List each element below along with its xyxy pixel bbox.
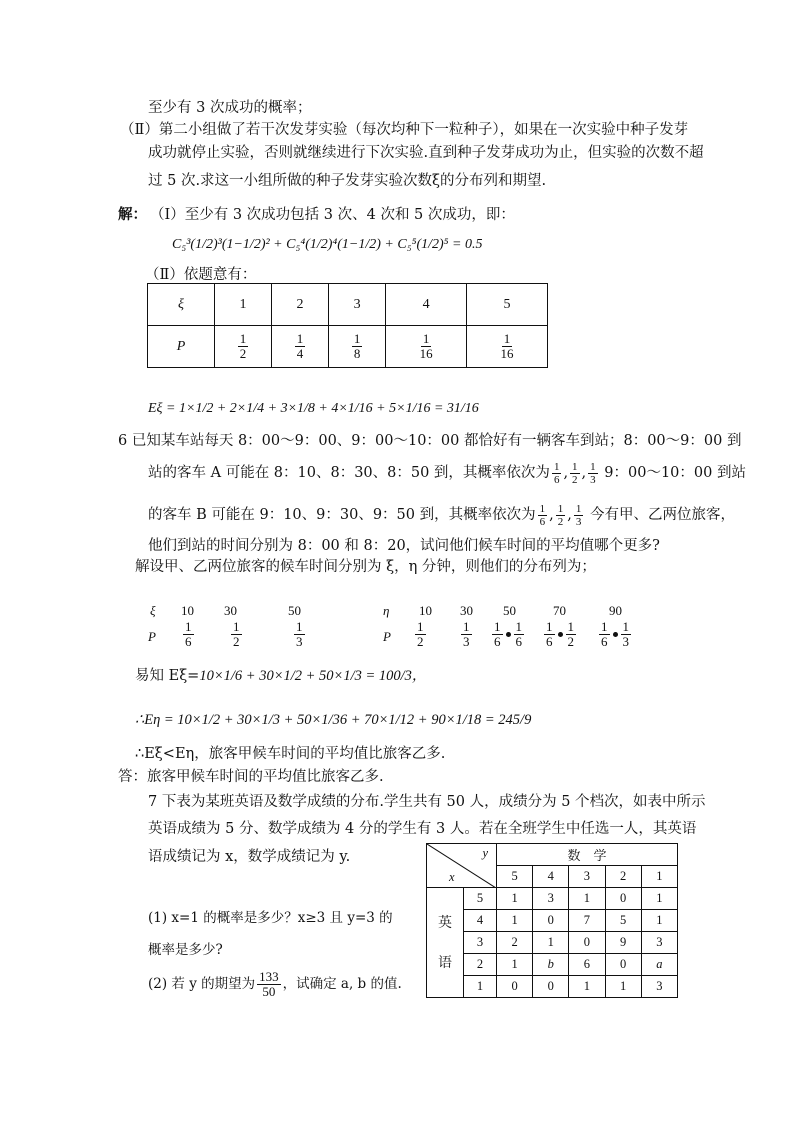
text-line: 过 5 次.求这一小组所做的种子发芽实验次数ξ的分布列和期望. — [148, 173, 547, 189]
table-cell: 0 — [605, 888, 641, 910]
table-cell: $\frac{1}{4}$ — [272, 326, 329, 368]
jia-prob: $\frac{1}{2}$ — [233, 619, 240, 649]
yi-prob: $\frac{1}{2}$ — [417, 619, 424, 649]
table-cell: 9 — [605, 932, 641, 954]
corner-y: y — [482, 846, 488, 860]
question-2: (2) 若 y 的期望为 $\frac{133}{50}$ ，试确定 a, b 的值. — [148, 969, 402, 999]
table-cell: 1 — [497, 888, 533, 910]
table-cell: 2 — [497, 932, 533, 954]
text-line: 的客车 B 可能在 9：10、9：30、9：50 到，其概率依次为 $\frac{1}{6}$ , $\frac{1}{2}$ , $\frac{1}{3}$ 今有甲、乙两位旅客， — [148, 502, 735, 528]
table-cell: 0 — [533, 976, 569, 998]
table-cell: 0 — [569, 932, 605, 954]
yi-value: 70 — [553, 603, 566, 618]
formula-expectation: Eξ = 1×1/2 + 2×1/4 + 3×1/8 + 4×1/16 + 5×1/16 = 31/16 — [148, 401, 479, 416]
table-row — [427, 932, 678, 954]
question-1-cont: 概率是多少? — [148, 942, 223, 958]
table-cell: $\frac{1}{2}$ — [215, 326, 272, 368]
yi-prob: $\frac{1}{6}$ $\frac{1}{2}$ — [546, 619, 574, 649]
distribution-table — [147, 283, 548, 368]
table-cell: $\frac{1}{16}$ — [386, 326, 467, 368]
table-cell: 1 — [569, 888, 605, 910]
text-line: 语成绩记为 x，数学成绩记为 y. — [148, 849, 351, 865]
table-cell: 1 — [569, 976, 605, 998]
table-cell: 5 — [605, 910, 641, 932]
formula-binomial: C₅³(1/2)³(1−1/2)² + C₅⁴(1/2)⁴(1−1/2) + C₅⁵(1/2)⁵ = 0.5 — [172, 237, 483, 252]
table-cell: $\frac{1}{8}$ — [329, 326, 386, 368]
row-header: 3 — [464, 932, 497, 954]
text-line: 7 下表为某班英语及数学成绩的分布.学生共有 50 人，成绩分为 5 个档次，如表中所示 — [148, 794, 706, 810]
yi-value: 30 — [460, 603, 473, 618]
jia-value: 30 — [224, 603, 237, 618]
table-row — [427, 888, 678, 910]
table-cell: 0 — [533, 910, 569, 932]
col-header: 2 — [605, 866, 641, 888]
answer-line: 答：旅客甲候车时间的平均值比旅客乙多. — [118, 769, 384, 785]
table-cell: 0 — [497, 976, 533, 998]
yi-prob: $\frac{1}{6}$ $\frac{1}{6}$ — [494, 619, 522, 649]
table-cell: 4 — [386, 284, 467, 326]
text-line: 成功就停止实验，否则就继续进行下次实验.直到种子发芽成功为止，但实验的次数不超 — [148, 145, 704, 161]
formula-e-xi: 易知 Eξ=10×1/6 + 30×1/2 + 50×1/3 = 100/3， — [135, 668, 427, 684]
jia-var: ξ — [150, 603, 156, 618]
yi-var: η — [383, 603, 390, 618]
table-cell: b — [533, 954, 569, 976]
table-row — [427, 954, 678, 976]
jia-value: 10 — [181, 603, 194, 618]
table-cell: 1 — [641, 910, 677, 932]
corner-x: x — [449, 870, 455, 884]
yi-p: P — [383, 629, 391, 644]
table-cell: a — [641, 954, 677, 976]
row-label: ξ — [148, 284, 215, 326]
table-cell: 1 — [497, 910, 533, 932]
table-cell: 3 — [641, 932, 677, 954]
col-header: 4 — [533, 866, 569, 888]
table-cell: 1 — [497, 954, 533, 976]
table-cell: 1 — [533, 932, 569, 954]
header-math: 数 学 — [497, 844, 678, 866]
side-label: 英 语 — [427, 888, 464, 998]
text-line: 英语成绩为 5 分、数学成绩为 4 分的学生有 3 人。若在全班学生中任选一人，其英语 — [148, 821, 697, 837]
table-cell: $\frac{1}{16}$ — [467, 326, 548, 368]
jia-prob: $\frac{1}{6}$ — [185, 619, 192, 649]
text-line: （Ⅰ）至少有 3 次成功包括 3 次、4 次和 5 次成功，即： — [150, 207, 515, 223]
table-row — [427, 976, 678, 998]
table-cell: 3 — [329, 284, 386, 326]
corner-cell — [427, 844, 497, 888]
jia-p: P — [148, 629, 156, 644]
row-header: 1 — [464, 976, 497, 998]
formula-e-eta: ∴Eη = 10×1/2 + 30×1/3 + 50×1/36 + 70×1/12 + 90×1/18 = 245/9 — [135, 712, 532, 728]
text-line: 至少有 3 次成功的概率； — [148, 100, 312, 116]
text-line: ∴Eξ<Eη，旅客甲候车时间的平均值比旅客乙多. — [135, 746, 446, 762]
table-cell: 1 — [605, 976, 641, 998]
table-cell: 0 — [605, 954, 641, 976]
table-cell: 7 — [569, 910, 605, 932]
table-cell: 1 — [641, 888, 677, 910]
text-line: 解设甲、乙两位旅客的候车时间分别为 ξ，η 分钟，则他们的分布列为； — [135, 559, 596, 575]
table-cell: 5 — [467, 284, 548, 326]
text-line: 6 已知某车站每天 8：00～9：00、9：00～10：00 都恰好有一辆客车到站；8：00～9：00 到 — [118, 433, 742, 449]
question-1: (1) x=1 的概率是多少？x≥3 且 y=3 的 — [148, 910, 393, 926]
yi-value: 90 — [609, 603, 622, 618]
grade-table — [426, 843, 678, 998]
jia-prob: $\frac{1}{3}$ — [296, 619, 303, 649]
row-header: 5 — [464, 888, 497, 910]
yi-value: 10 — [419, 603, 432, 618]
table-cell: 3 — [533, 888, 569, 910]
solution-label: 解： — [118, 206, 147, 223]
text-line: 站的客车 A 可能在 8：10、8：30、8：50 到，其概率依次为 $\frac{1}{6}$ , $\frac{1}{2}$ , $\frac{1}{3}$ 9：00～10：00 到站 — [148, 460, 746, 486]
row-header: 4 — [464, 910, 497, 932]
table-cell: 3 — [641, 976, 677, 998]
col-header: 1 — [641, 866, 677, 888]
table-cell: 2 — [272, 284, 329, 326]
table-cell: 6 — [569, 954, 605, 976]
yi-value: 50 — [503, 603, 516, 618]
yi-prob: $\frac{1}{3}$ — [463, 619, 470, 649]
col-header: 5 — [497, 866, 533, 888]
row-header: 2 — [464, 954, 497, 976]
table-cell: 1 — [215, 284, 272, 326]
jia-value: 50 — [288, 603, 301, 618]
yi-prob: $\frac{1}{6}$ $\frac{1}{3}$ — [601, 619, 629, 649]
text-line: （Ⅱ）第二小组做了若干次发芽实验（每次均种下一粒种子），如果在一次实验中种子发芽 — [120, 122, 689, 138]
col-header: 3 — [569, 866, 605, 888]
text-line: （Ⅱ）依题意有： — [145, 267, 257, 283]
row-label: P — [148, 326, 215, 368]
table-row — [427, 910, 678, 932]
text-line: 他们到站的时间分别为 8：00 和 8：20，试问他们候车时间的平均值哪个更多? — [148, 538, 660, 554]
